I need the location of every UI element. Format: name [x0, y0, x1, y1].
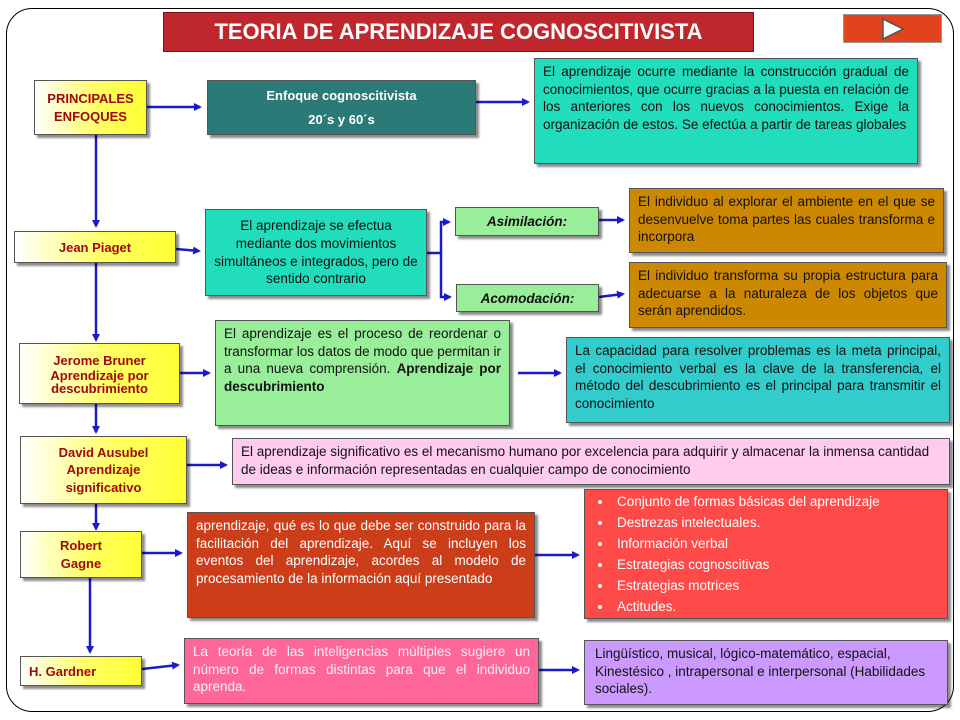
list-item: • Información verbal	[613, 533, 947, 554]
ausubel-label-line2: Aprendizaje significativo	[65, 462, 142, 495]
gagne-list	[585, 491, 947, 617]
next-slide-button[interactable]	[843, 14, 942, 43]
piaget-label: Jean Piaget	[14, 231, 176, 263]
bruner-description-bold: Aprendizaje por descubrimiento	[224, 361, 501, 394]
enfoques-label-line2: ENFOQUES	[54, 108, 127, 124]
gagne-description: aprendizaje, qué es lo que debe ser construido para la facilitación del aprendizaje. Aquí se incluyen los eventos del aprendizaje, acordes al modelo de procesamiento de la información aquí presentado	[187, 512, 535, 618]
enfoque-description: El aprendizaje ocurre mediante la construcción gradual de conocimientos, que ocurre gracias a la puesta en relación de los anteriores con los nuevos conocimientos. Exige la organización de estos. Se efectúa a partir de tareas globales	[534, 58, 918, 164]
acomodacion-label: Acomodación:	[456, 284, 599, 312]
list-item: • Estrategias cognoscitivas	[613, 554, 947, 575]
ausubel-label-line1: David Ausubel	[58, 444, 149, 460]
enfoque-center-line2: 20´s y 60´s	[308, 111, 375, 127]
bruner-description-box	[215, 320, 510, 426]
enfoques-label-line1: PRINCIPALES	[47, 90, 134, 106]
list-item: • Destrezas intelectuales.	[613, 512, 947, 533]
gardner-label: H. Gardner	[20, 656, 142, 686]
bruner-label-box	[19, 343, 180, 404]
asimilacion-label: Asimilación:	[455, 207, 599, 236]
gagne-label-box	[20, 531, 142, 578]
arrow-piaget-to-acomodacion	[441, 253, 450, 297]
gagne-label-line1: Robert	[60, 537, 102, 553]
bruner-result: La capacidad para resolver problemas es la meta principal, el conocimiento verbal es la clave de la transferencia, el método del descubrimiento es el principal para transmitir el conocimiento	[566, 337, 950, 423]
bruner-description: El aprendizaje es el proceso de reordenar o transformar los datos de modo que permitan ir a una nueva comprensión.	[224, 326, 501, 377]
list-item: • Actitudes.	[613, 596, 947, 617]
enfoque-center-line1: Enfoque cognoscitivista	[266, 88, 417, 104]
list-item: • Estrategias motrices	[613, 575, 947, 596]
ausubel-description: El aprendizaje significativo es el mecanismo humano por excelencia para adquirir y almacenar la inmensa cantidad de ideas e información representadas en cualquier campo de conocimiento	[232, 438, 950, 485]
gardner-description: La teoría de las inteligencias múltiples sugiere un número de formas distintas para que el individuo aprenda.	[184, 638, 539, 704]
enfoques-label-box	[34, 80, 147, 135]
enfoque-cognoscitivista-box	[207, 80, 476, 135]
arrow-acomodacion-to-desc	[599, 294, 623, 297]
gagne-list-box	[584, 489, 948, 619]
bruner-label-line1: Jerome Bruner	[53, 352, 146, 368]
bruner-label-line2: Aprendizaje por descubrimiento	[50, 368, 149, 397]
piaget-description: El aprendizaje se efectua mediante dos movimientos simultáneos e integrados, pero de sentido contrario	[205, 209, 427, 296]
arrow-gardner-label-to-desc	[142, 665, 178, 669]
ausubel-label-box	[20, 436, 187, 504]
acomodacion-description: El individuo transforma su propia estructura para adecuarse a la naturaleza de los objetos que serán aprendidos.	[629, 262, 947, 328]
arrow-piaget-to-asimilacion	[427, 222, 449, 253]
gagne-label-line2: Gagne	[60, 555, 102, 571]
gardner-result: Lingüístico, musical, lógico-matemático, espacial, Kinestésico , intrapersonal e interpersonal (Habilidades sociales).	[584, 640, 948, 705]
arrow-piaget-label-to-desc	[176, 249, 199, 251]
page-title: TEORIA DE APRENDIZAJE COGNOSCITIVISTA	[163, 12, 754, 52]
play-triangle-icon	[880, 17, 906, 41]
list-item: • Conjunto de formas básicas del aprendizaje	[613, 491, 947, 512]
asimilacion-description: El individuo al explorar el ambiente en el que se desenvuelve toma partes las cuales transforma e incorpora	[629, 188, 944, 253]
